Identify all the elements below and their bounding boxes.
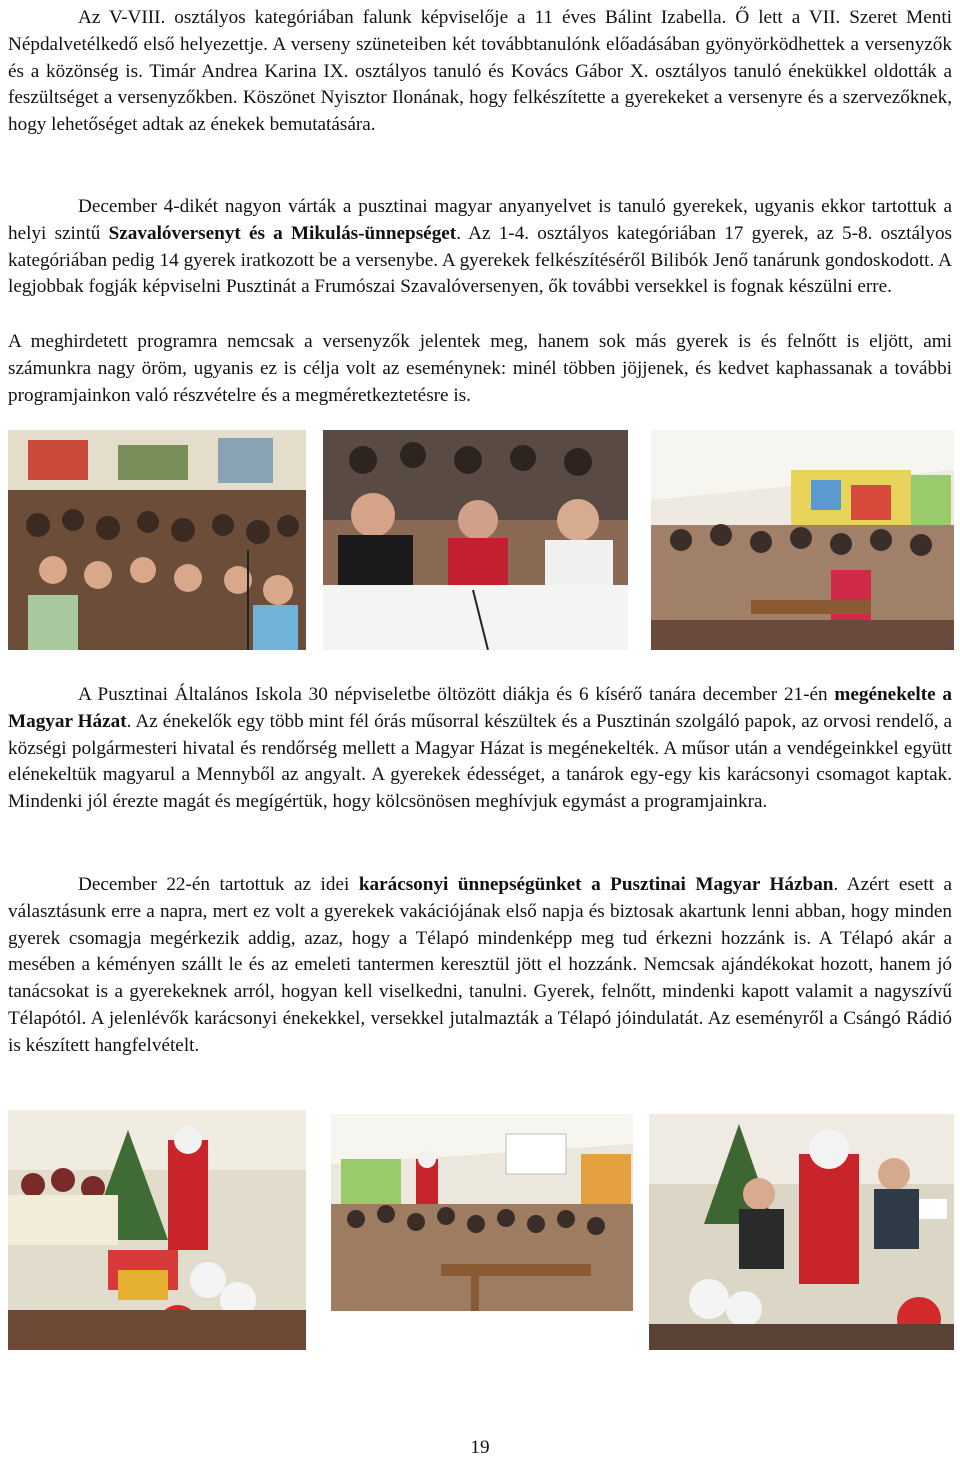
paragraph-text: . Azért esett a választásunk erre a napra, mert ez volt a gyerekek vakációjának első napja és biztosak akartunk lenni abban, hogy minden gyerek csomagja megérkezik addig, azaz, hogy a Télapó mindenképp meg tud érkezni hozzánk is. A Télapó akár a mesében a kéményen szállt le és az emeleti tantermen keresztül jött el hozzánk. Nemcsak ajándékokat hozott, hanem jó tanácsokat is a gyerekeknek arról, hogyan kell viselkedni, tanulni. Gyerek, felnőtt, mindenki kapott valamit a nagyszívű Télapótól. A jelenlévők karácsonyi énekekkel, versekkel jutalmazták a Télapó jóindulatát. Az eseményről a Csángó Rádió is készített hangfelvételt. (8, 874, 953, 1056)
paragraph-carol-singing (8, 682, 952, 816)
paragraph-program-attendance (8, 329, 952, 409)
page-number: 19 (470, 1437, 490, 1458)
paragraph-text: December 4-dikét nagyon várták a pusztinai magyar anyanyelvet is tanuló gyerekek, ugyanis ekkor tartottuk a helyi szintű (8, 196, 952, 244)
paragraph-text: A Pusztinai Általános Iskola 30 népviseletbe öltözött diákja és 6 kísérő tanára december 21-én (78, 684, 835, 705)
paragraph-text: . Az 1-4. osztályos kategóriában 17 gyerek, az 5-8. osztályos kategóriában pedig 14 gyerek iratkozott be a versenybe. A gyerekek felkészítéséről Bilibók Jenő tanárunk gondoskodott. A legjobbak fogják képviselni Pusztinát a Frumószai Szavalóversenyen, ők további versekkel is fognak készülni erre. (8, 222, 953, 298)
bold-event-name: Szavalóversenyt és a Mikulás-ünnepséget (108, 222, 457, 244)
photo-audience-hall (8, 430, 306, 650)
bold-event-name: karácsonyi ünnepségünket a Pusztinai Magyar Házban (358, 874, 834, 895)
photo-santa-gifts (8, 1110, 306, 1350)
paragraph-text: A meghirdetett programra nemcsak a versenyzők jelentek meg, hanem sok más gyerek is és felnőtt is eljött, ami számunkra nagy öröm, ugyanis ez is célja volt az eseménynek: minél többen jöjjenek, és kedvet kaphassanak a további programjainkon való részvételre és a megméretkeztetésre is. (8, 331, 952, 406)
photo-jury-table (323, 430, 628, 650)
photo-santa-gift-giving (649, 1114, 954, 1350)
paragraph-text: Az V-VIII. osztályos kategóriában falunk képviselője a 11 éves Bálint Izabella. Ő lett a VII. Szeret Menti Népdalvetélkedő első helyezettje. A verseny szüneteiben két továbbtanulónk előadásában gyönyörködhettek a versenyzők és a közönség is. Timár Andrea Karina IX. osztályos tanuló és Kovács Gábor X. osztályos tanuló énekükkel oldották a feszültséget a versenyzőkben. Köszönet Nyisztor Ilonának, hogy felkészítette a gyerekeket a versenyre és a szervezőknek, hogy lehetőséget adtak az énekek bemutatására. (8, 7, 952, 136)
paragraph-recitation-contest (8, 194, 952, 301)
photo-classroom-recitation (651, 430, 954, 650)
paragraph-text: December 22-én tartottuk az idei (78, 874, 359, 895)
paragraph-folk-contest (8, 5, 952, 139)
paragraph-christmas-celebration (8, 872, 952, 1060)
paragraph-text: . Az énekelők egy több mint fél órás műsorral készültek és a Pusztinán szolgáló papok, az orvosi rendelő, a községi polgármesteri hivatal és rendőrség mellett a Magyar Házat is megénekelték. A műsor után a vendégeinkkel együtt elénekeltük magyarul a Mennyből az angyalt. A gyerekek édességet, a tanárok egy-egy kis karácsonyi csomagot kaptak. Mindenki jól érezte magát és megígértük, hogy kölcsönösen meghívjuk egymást a programjainkra. (8, 710, 952, 813)
bold-event-name: megénekelte a Magyar Házat (8, 684, 952, 732)
photo-santa-classroom (331, 1114, 633, 1311)
